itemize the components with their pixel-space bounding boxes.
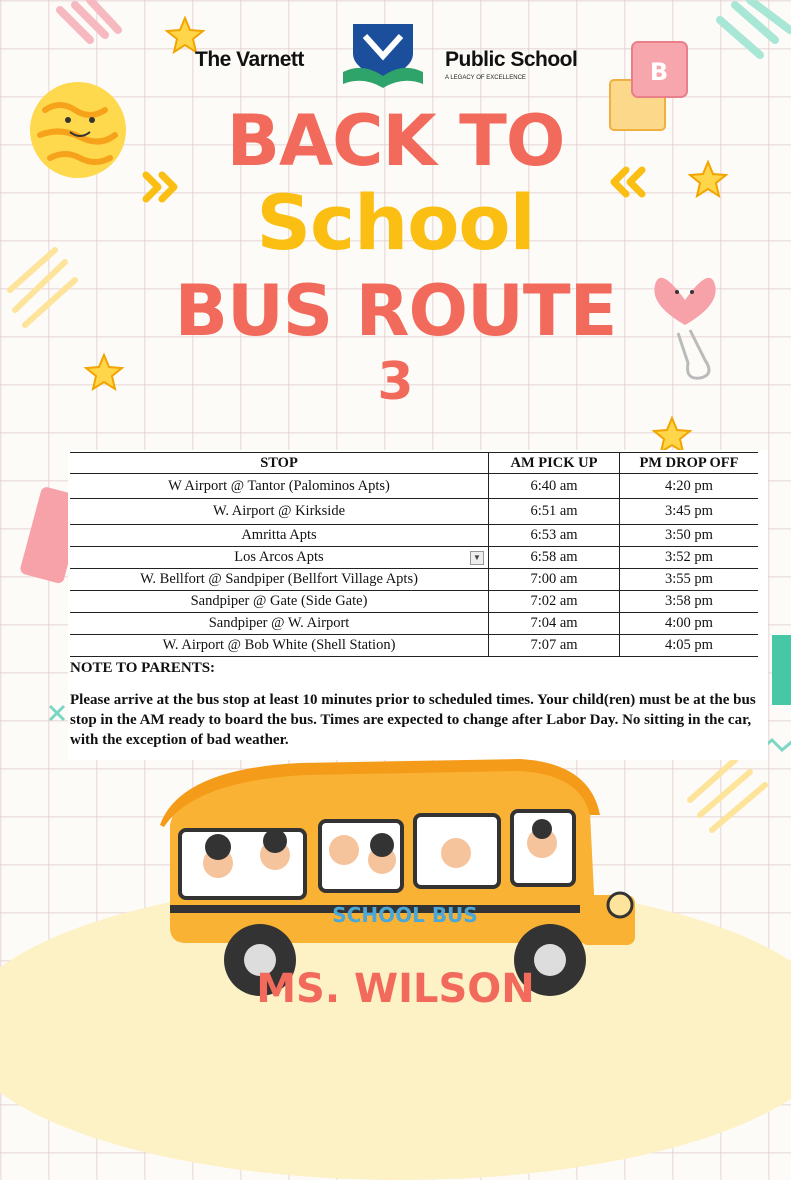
cell-pm: 4:05 pm: [620, 635, 759, 657]
cell-am: 7:07 am: [489, 635, 620, 657]
block-letter: B: [649, 58, 669, 86]
title-route-number: 3: [377, 352, 414, 412]
cell-am: 6:51 am: [489, 499, 620, 525]
note-body: Please arrive at the bus stop at least 10 minutes prior to scheduled times. Your child(ren) must be at the bus stop in the AM ready to board the bus. Times are expected to change after Labor Day. No sitting in the car, with the exception of bad weather.: [70, 692, 756, 748]
cell-stop: Amritta Apts: [70, 525, 489, 547]
bus-label: SCHOOL BUS: [332, 903, 478, 927]
dropdown-arrow-icon[interactable]: ▼: [470, 551, 484, 565]
school-logo: [195, 24, 605, 96]
book-icon: [772, 635, 791, 705]
cell-pm: 4:00 pm: [620, 613, 759, 635]
cell-pm: 3:55 pm: [620, 569, 759, 591]
squiggle-mint: [720, 0, 790, 55]
table-row: [70, 547, 758, 569]
cell-pm: 4:20 pm: [620, 474, 759, 499]
x-mark-icon: [50, 706, 64, 720]
header-stop: STOP: [70, 453, 489, 474]
cell-am: 7:02 am: [489, 591, 620, 613]
cell-stop: Sandpiper @ Gate (Side Gate): [70, 591, 489, 613]
header-am-pickup: AM PICK UP: [489, 453, 620, 474]
teacher-name: MS. WILSON: [256, 966, 535, 1012]
table-header-row: [70, 453, 758, 474]
cell-stop: Sandpiper @ W. Airport: [70, 613, 489, 635]
cell-am: 6:58 am: [489, 547, 620, 569]
title-bus-route: BUS ROUTE: [174, 270, 617, 352]
school-crest-icon: [335, 24, 431, 94]
cell-stop: W. Airport @ Bob White (Shell Station): [70, 635, 489, 657]
cell-stop: [70, 547, 489, 569]
cell-stop: W Airport @ Tantor (Palominos Apts): [70, 474, 489, 499]
note-heading: NOTE TO PARENTS:: [70, 660, 216, 676]
cell-pm: 3:50 pm: [620, 525, 759, 547]
title-school: School: [256, 178, 535, 267]
school-name-left: The Varnett: [195, 48, 304, 71]
cell-am: 7:00 am: [489, 569, 620, 591]
table-row: [70, 474, 758, 499]
cell-am: 6:53 am: [489, 525, 620, 547]
table-row: [70, 635, 758, 657]
school-tagline: A LEGACY OF EXCELLENCE: [445, 75, 526, 81]
cell-pm: 3:58 pm: [620, 591, 759, 613]
squiggle-yellow-right: [690, 760, 765, 830]
squiggle-pink: [60, 0, 118, 40]
title-back-to: BACK TO: [226, 100, 565, 182]
table-row: [70, 591, 758, 613]
school-name-right: Public School: [445, 48, 578, 71]
bus-schedule-table: [70, 452, 758, 657]
table-row: [70, 499, 758, 525]
table-row: [70, 569, 758, 591]
cell-am: 6:40 am: [489, 474, 620, 499]
table-row: [70, 525, 758, 547]
cell-stop: W. Bellfort @ Sandpiper (Bellfort Village Apts): [70, 569, 489, 591]
cell-stop: W. Airport @ Kirkside: [70, 499, 489, 525]
cell-stop-text: Los Arcos Apts: [234, 549, 324, 565]
cell-pm: 3:45 pm: [620, 499, 759, 525]
table-row: [70, 613, 758, 635]
cell-am: 7:04 am: [489, 613, 620, 635]
header-pm-dropoff: PM DROP OFF: [620, 453, 759, 474]
cell-pm: 3:52 pm: [620, 547, 759, 569]
